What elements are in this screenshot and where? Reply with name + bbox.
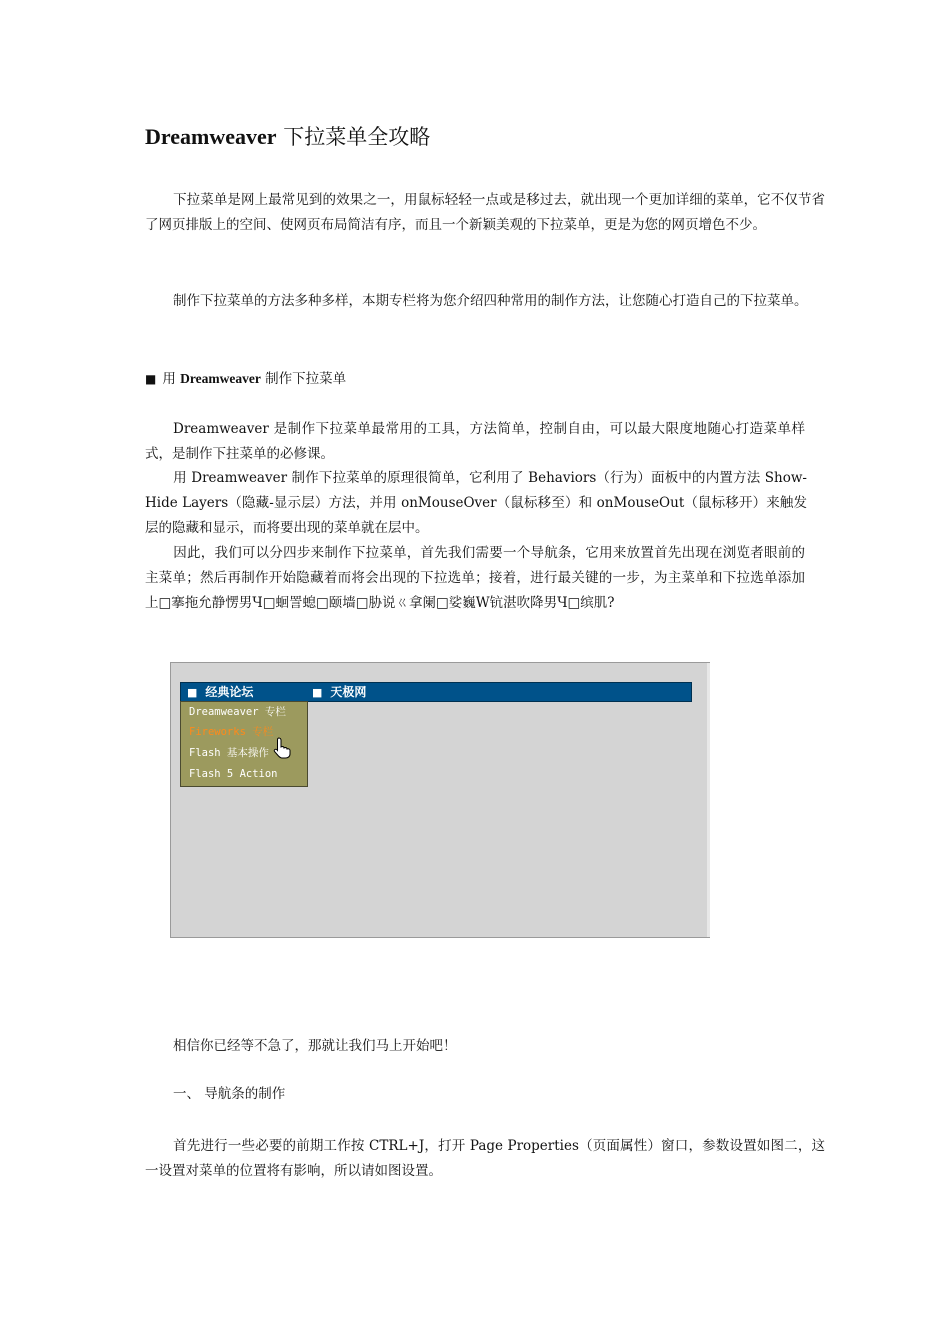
paragraph-principle (145, 466, 807, 541)
section-heading-suffix: 制作下拉菜单 (260, 371, 347, 387)
nav-bullet-icon: ■ (187, 686, 198, 699)
paragraph-intro-text: 下拉菜单是网上最常见到的效果之一，用鼠标轻轻一点或是移过去，就出现一个更加详细的菜单，它不仅节省了网页排版上的空间、使网页布局简洁有序，而且一个新颖美观的下拉菜单，更是为您的网页增色不少。 (145, 192, 825, 233)
paragraph-intro (145, 188, 825, 238)
paragraph-methods-text: 制作下拉菜单的方法多种多样，本期专栏将为您介绍四种常用的制作方法，让您随心打造自己的下拉菜单。 (173, 293, 808, 309)
page-title-rest: 下拉菜单全攻略 (276, 125, 431, 149)
paragraph-dreamweaver-tool-text: Dreamweaver 是制作下拉菜单最常用的工具，方法简单，控制自由，可以最大限度地随心打造菜单样式，是制作下拄菜单的必修课。 (145, 421, 805, 462)
page-title-bold: Dreamweaver (145, 124, 277, 149)
nav-item-forum[interactable] (187, 683, 253, 701)
nav-item-yesky-label: 天极网 (330, 685, 367, 699)
paragraph-steps-text: 因此，我们可以分四步来制作下拉菜单，首先我们需要一个导航条，它用来放置首先出现在浏览者眼前的主菜单；然后再制作开始隐藏着而将会出现的下拉选单；接着，进行最关键的一步，为主菜单和下拉选单添加上□搴拖允静愣男Ч□蛔詈螅□颐墙□胁说ㄍ拿阑□娑巍W钪湛吹降男Ч□缤肌? (145, 545, 805, 611)
nav-bullet-icon: ■ (312, 686, 323, 699)
bullet-square-icon: ■ (145, 372, 157, 386)
paragraph-start: 相信你已经等不急了，那就让我们马上开始吧！ (173, 1038, 457, 1054)
paragraph-dreamweaver-tool (145, 417, 805, 467)
nav-item-yesky[interactable] (312, 683, 366, 701)
paragraph-principle-text: 用 Dreamweaver 制作下拉菜单的原理很简单，它利用了 Behaviors（行为）面板中的内置方法 Show-Hide Layers（隐藏-显示层）方法，并用 onMouseOver（鼠标移至）和 onMouseOut（鼠标移开）来触发层的隐藏和显示，而将要出现的菜单就在层中。 (145, 470, 807, 536)
nav-bar (180, 682, 692, 702)
paragraph-methods (145, 289, 825, 314)
section-heading-dreamweaver (145, 366, 346, 392)
hand-pointer-icon (273, 737, 291, 759)
menu-item-fireworks[interactable]: Fireworks 专栏 (189, 726, 274, 738)
menu-item-flash-basics[interactable]: Flash 基本操作 (189, 747, 269, 759)
paragraph-page-properties (145, 1134, 825, 1184)
section-heading-navbar: 一、 导航条的制作 (173, 1086, 286, 1102)
menu-item-dreamweaver[interactable]: Dreamweaver 专栏 (189, 706, 286, 718)
paragraph-page-properties-text: 首先进行一些必要的前期工作按 CTRL+J，打开 Page Properties（页面属性）窗口，参数设置如图二，这一设置对菜单的位置将有影响，所以请如图设置。 (145, 1138, 825, 1179)
menu-item-flash-action[interactable]: Flash 5 Action (189, 768, 278, 780)
page-title (145, 122, 430, 152)
paragraph-steps (145, 541, 805, 616)
section-heading-bold: Dreamweaver (180, 371, 261, 386)
nav-item-forum-label: 经典论坛 (205, 685, 254, 699)
section-heading-prefix: 用 (162, 371, 181, 387)
dropdown-menu-screenshot (170, 662, 710, 938)
figure-border (707, 663, 710, 937)
